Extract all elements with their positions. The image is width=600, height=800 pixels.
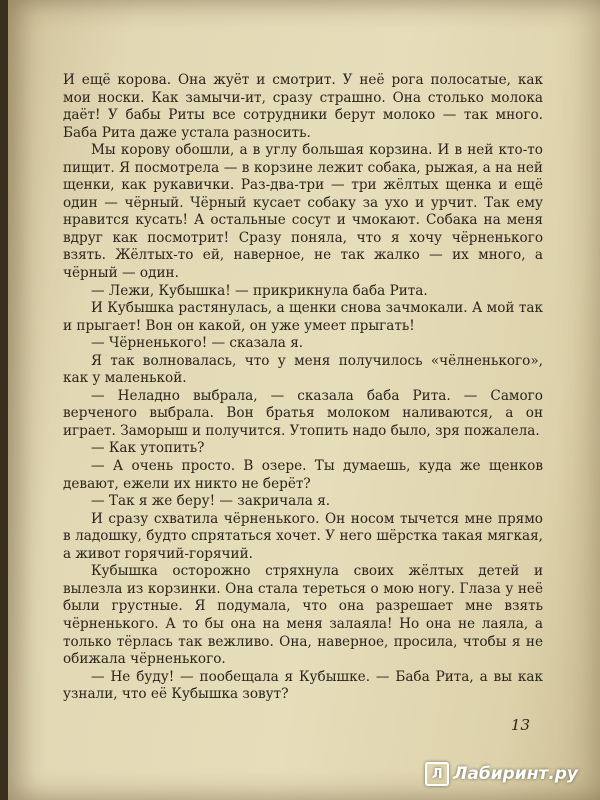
paragraph-11: И сразу схватила чёрненького. Он носом тычется мне прямо в ладошку, будто спрятаться хочет. У него шёрстка такая мягкая, а живот горячий-горячий. bbox=[63, 510, 543, 562]
watermark-text: Лабиринт.ру bbox=[453, 764, 578, 784]
paragraph-12: Кубышка осторожно стряхнула своих жёлтых детей и вылезла из корзинки. Она стала тереться о мою ногу. Глаза у неё были грустные. Я подумала, что она разрешает мне взять чёрненького. А то бы она на меня залаяла! Но она не лаяла, а только тёрлась так вежливо. Она, наверное, просила, чтобы я не обижала чёрненького. bbox=[63, 563, 543, 668]
paragraph-9: — А очень просто. В озере. Ты думаешь, куда же щенков девают, ежели их никто не берёт? bbox=[63, 458, 543, 492]
page-text bbox=[63, 72, 543, 704]
paragraph-2: Мы корову обошли, а в углу большая корзина. И в ней кто-то пищит. Я посмотрела — в корзине лежит собака, рыжая, а на ней щенки, как рукавички. Раз-два-три — три жёлтых щенка и ещё один — чёрный. Чёрный кусает собаку за ухо и урчит. Так ему нравится кусать! А остальные сосут и чмокают. Собака на меня вдруг как посмотрит! Сразу поняла, что я хочу чёрненького взять. Жёлтых-то ей, наверное, не так жалко — их много, а чёрный — один. bbox=[63, 142, 543, 282]
labirint-logo-icon: Л bbox=[425, 762, 449, 786]
paragraph-6: Я так волновалась, что у меня получилось «чёлненького», как у маленькой. bbox=[63, 352, 543, 387]
paragraph-13: — Не буду! — пообещала я Кубышке. — Баба Рита, а вы как узнали, что её Кубышка зовут? bbox=[63, 668, 543, 703]
page-number: 13 bbox=[510, 716, 530, 734]
paragraph-8: — Как утопить? bbox=[91, 440, 205, 457]
watermark bbox=[425, 762, 578, 786]
paragraph-1: И ещё корова. Она жуёт и смотрит. У неё рога полосатые, как мои носки. Как замычи-ит, сразу страшно. Она столько молока даёт! У бабы Риты все сотрудники берут молоко — так много. Баба Рита даже устала разносить. bbox=[63, 72, 543, 141]
paragraph-4: И Кубышка растянулась, а щенки снова зачмокали. А мой так и прыгает! Вон он какой, он уже умеет прыгать! bbox=[63, 300, 543, 334]
paragraph-5: — Чёрненького! — сказала я. bbox=[91, 335, 304, 352]
paragraph-7: — Неладно выбрала, — сказала баба Рита. — Самого верченого выбрала. Вон братья молоком наливаются, а он играет. Заморыш и получится. Утопить надо было, зря пожалела. bbox=[63, 387, 543, 439]
book-page bbox=[8, 0, 600, 800]
paragraph-10: — Так я же беру! — закричала я. bbox=[91, 493, 331, 510]
paragraph-3: — Лежи, Кубышка! — прикрикнула баба Рита. bbox=[91, 282, 428, 299]
